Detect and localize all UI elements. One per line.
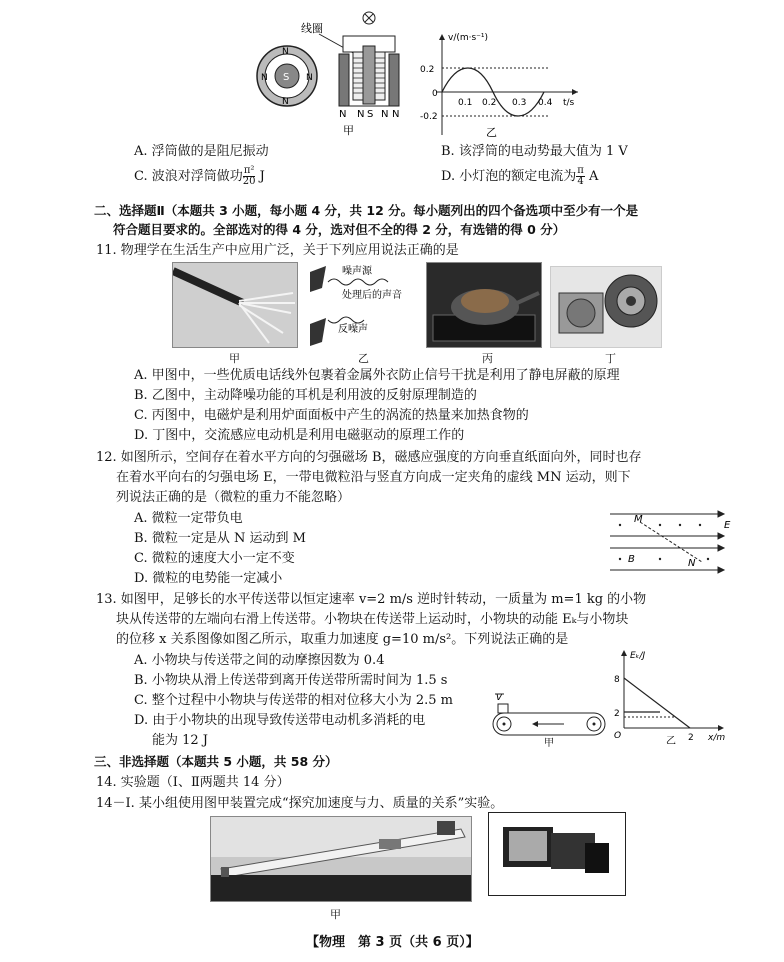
- coil-label: 线圈: [301, 22, 323, 35]
- q13-stem-line2: 块从传送带的左端向右滑上传送带。小物块在传送带上运动时，小物块的动能 Eₖ与小物块: [116, 612, 629, 627]
- q11-noise-processed: 处理后的声音: [342, 290, 402, 301]
- q11-stem: 11. 物理学在生活生产中应用广泛，关于下列应用说法正确的是: [96, 243, 459, 258]
- magnet-right-n: N: [306, 73, 313, 83]
- q10-graph-xtick-1: 0.1: [458, 98, 473, 108]
- magnet-center-s: S: [283, 72, 290, 83]
- coil-pole-4: N: [381, 109, 389, 120]
- q11-image-induction-cooker: [426, 262, 542, 348]
- q10-graph-xlabel: t/s: [563, 98, 575, 108]
- magnet-bottom-n: N: [282, 97, 289, 107]
- q14-1-heading: 14－Ⅰ. 某小组使用图甲装置完成“探究加速度与力、质量的关系”实验。: [96, 796, 504, 811]
- q10-option-a: A. 浮筒做的是阻尼振动: [134, 144, 269, 159]
- q12-label-b: B: [628, 554, 635, 565]
- q11-caption-bing: 丙: [482, 352, 493, 365]
- q10-graph-origin: 0: [432, 89, 438, 99]
- q13-caption-yi: 乙: [666, 736, 676, 744]
- section2-heading-line2: 符合题目要求的。全部选对的得 4 分，选对但不全的得 2 分，有选错的得 0 分）: [113, 222, 566, 237]
- q11-noise-source: 噪声源: [342, 266, 372, 277]
- q13-graph-ytick-8: 8: [614, 675, 620, 685]
- q13-ek-x-graph: [610, 648, 730, 744]
- q13-label-v: v: [496, 692, 502, 703]
- q14-caption-jia: 甲: [330, 908, 341, 921]
- coil-pole-1: N: [339, 109, 347, 120]
- q12-option-c: C. 微粒的速度大小一定不变: [134, 551, 295, 566]
- q13-option-a: A. 小物块与传送带之间的动摩擦因数为 0.4: [134, 653, 385, 668]
- q13-stem-line3: 的位移 x 关系图像如图乙所示，取重力加速度 g=10 m/s²。下列说法正确的是: [116, 632, 569, 647]
- q10-graph-xtick-3: 0.3: [512, 98, 527, 108]
- q10-option-d: D. 小灯泡的额定电流为 $\frac{\pi}{4}$ A: [441, 165, 599, 187]
- q13-caption-jia: 甲: [544, 738, 554, 748]
- q12-field-diagram: [608, 508, 734, 578]
- q10-graph-xtick-4: 0.4: [538, 98, 553, 108]
- q12-label-m: M: [634, 514, 643, 525]
- q10-option-b: B. 该浮筒的电动势最大值为 1 V: [441, 144, 628, 159]
- q10-graph-ypos: 0.2: [420, 65, 435, 75]
- q11-option-d: D. 丁图中，交流感应电动机是利用电磁驱动的原理工作的: [134, 428, 465, 443]
- q13-graph-ylabel: Eₖ/J: [630, 651, 646, 661]
- coil-pole-2: N: [357, 109, 365, 120]
- q12-option-d: D. 微粒的电势能一定减小: [134, 571, 283, 586]
- magnet-left-n: N: [261, 73, 268, 83]
- q14-apparatus-photo: [210, 816, 472, 902]
- q11-image-induction-motor: [550, 266, 662, 348]
- q13-graph-xlabel: x/m: [708, 733, 726, 743]
- section3-heading: 三、非选择题（本题共 5 小题，共 58 分）: [94, 754, 338, 769]
- q14-heading: 14. 实验题（Ⅰ、Ⅱ两题共 14 分）: [96, 775, 290, 790]
- q11-anti-noise: 反噪声: [338, 324, 368, 335]
- q13-stem-line1: 13. 如图甲，足够长的水平传送带以恒定速率 v=2 m/s 逆时针转动，一质量为 m=1 kg 的小物: [96, 592, 647, 607]
- section2-heading-line1: 二、选择题Ⅱ（本题共 3 小题，每小题 4 分，共 12 分。每小题列出的四个备选项中至少有一个是: [94, 203, 639, 218]
- q10-graph-ylabel: v/(m·s⁻¹): [448, 33, 489, 43]
- q12-option-a: A. 微粒一定带负电: [134, 511, 243, 526]
- q12-stem-line2: 在着水平向右的匀强电场 E，一带电微粒沿与竖直方向成一定夹角的虚线 MN 运动，则下: [116, 470, 631, 485]
- coil-pole-5: N: [392, 109, 400, 120]
- q13-graph-origin: O: [614, 731, 622, 741]
- q11-option-c: C. 丙图中，电磁炉是利用炉面面板中产生的涡流的热量来加热食物的: [134, 408, 529, 423]
- q10-graph-yneg: -0.2: [420, 112, 438, 122]
- q11-noise-diagram: [302, 262, 424, 352]
- q13-option-b: B. 小物块从滑上传送带到离开传送带所需时间为 1.5 s: [134, 673, 448, 688]
- q12-label-e: E: [724, 520, 731, 531]
- q12-label-n: N: [688, 558, 696, 569]
- q11-option-a: A. 甲图中，一些优质电话线外包裹着金属外衣防止信号干扰是利用了静电屏蔽的原理: [134, 368, 620, 383]
- q13-graph-ytick-2: 2: [614, 709, 620, 719]
- q13-option-d: D. 由于小物块的出现导致传送带电动机多消耗的电: [134, 713, 426, 728]
- page-footer: 【物理 第 3 页（共 6 页）】: [306, 935, 479, 950]
- coil-pole-3: S: [367, 109, 374, 120]
- q10-option-c: C. 波浪对浮筒做功 $\frac{\text{π²}}{20}$ J: [134, 165, 265, 187]
- q12-stem-line3: 列说法正确的是（微粒的重力不能忽略）: [116, 490, 351, 505]
- q12-option-b: B. 微粒一定是从 N 运动到 M: [134, 531, 306, 546]
- q11-option-b: B. 乙图中，主动降噪功能的耳机是利用波的反射原理制造的: [134, 388, 477, 403]
- q13-option-d-cont: 能为 12 J: [152, 733, 209, 748]
- q10-caption-jia: 甲: [343, 124, 354, 136]
- q10-figure-jia: [255, 6, 420, 136]
- q12-stem-line1: 12. 如图所示，空间存在着水平方向的匀强磁场 B，磁感应强度的方向垂直纸面向外，同时也存: [96, 450, 642, 465]
- q10-graph-xtick-2: 0.2: [482, 98, 497, 108]
- q14-timer-photo: [488, 812, 626, 896]
- q10-velocity-graph: [418, 30, 588, 140]
- q10-caption-yi: 乙: [486, 126, 497, 139]
- q11-caption-yi: 乙: [358, 352, 369, 365]
- q13-conveyor-diagram: [490, 692, 610, 748]
- magnet-top-n: N: [282, 47, 289, 57]
- q11-caption-jia: 甲: [229, 352, 240, 365]
- q13-option-c: C. 整个过程中小物块与传送带的相对位移大小为 2.5 m: [134, 693, 454, 708]
- q13-graph-xtick-2: 2: [688, 733, 694, 743]
- q11-image-cable: [172, 262, 298, 348]
- q11-caption-ding: 丁: [605, 352, 616, 365]
